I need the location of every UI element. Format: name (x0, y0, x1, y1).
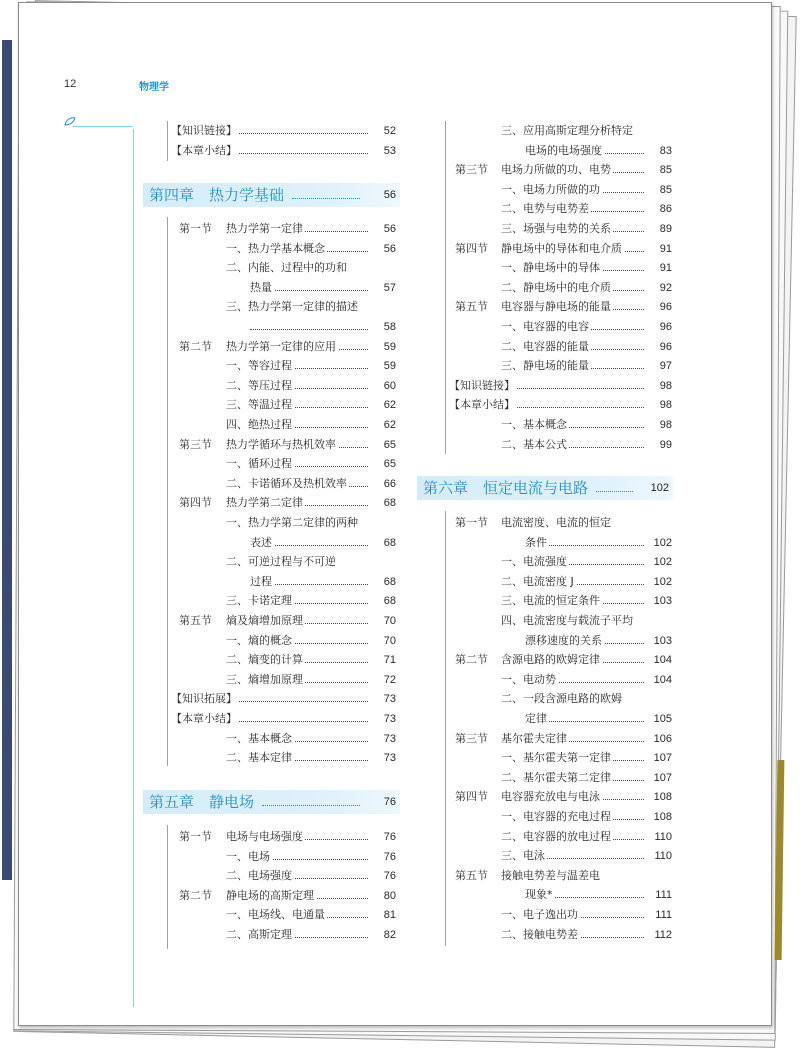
toc-subentry (226, 731, 396, 747)
entry-title: 热力学循环与热机效率 (226, 437, 336, 451)
entry-title: 一、电场线、电通量 (226, 908, 325, 922)
decor-line-horizontal (73, 126, 133, 127)
page-ref: 104 (653, 673, 672, 686)
section-number: 第三节 (179, 437, 212, 451)
toc-subentry (226, 907, 396, 923)
toc-subentry (525, 143, 672, 159)
section-number: 第四节 (455, 241, 488, 255)
toc-subentry (501, 593, 672, 609)
chapter-heading-5 (143, 790, 400, 814)
entry-title: 静电场的高斯定理 (226, 888, 314, 902)
chapter-heading-4 (143, 183, 400, 207)
entry-title: 热力学第一定律 (226, 222, 303, 235)
section-title (226, 495, 396, 511)
page-ref: 76 (383, 870, 396, 883)
page-ref: 110 (654, 850, 672, 863)
entry-title: 二、接触电势差 (501, 927, 578, 941)
entry-title: 电场的电场强度 (525, 143, 602, 157)
page-ref: 91 (659, 242, 672, 255)
page-ref: 89 (659, 223, 672, 235)
page-ref: 68 (383, 536, 396, 549)
entry-title: 一、等容过程 (226, 359, 292, 373)
entry-title: 一、电流强度 (501, 555, 567, 569)
toc-subentry (501, 829, 672, 845)
page-ref: 104 (653, 654, 672, 667)
entry-title: 热力学第二定律 (226, 496, 303, 510)
page-ref: 103 (653, 634, 672, 647)
page-ref: 92 (659, 281, 672, 294)
toc-subentry (501, 280, 672, 296)
section-group-line (445, 121, 446, 454)
page-ref: 105 (653, 713, 672, 725)
entry-title: 熵及熵增加原理 (226, 614, 303, 627)
entry-title: 表述 (250, 535, 272, 549)
entry-title: 一、电场力所做的功 (501, 182, 600, 196)
section-number: 第四节 (179, 496, 212, 510)
entry-title: 二、高斯定理 (226, 928, 292, 941)
toc-subentry (226, 633, 396, 649)
toc-subentry (501, 691, 672, 707)
page-ref: 68 (383, 575, 396, 588)
page-ref: 108 (653, 811, 672, 823)
toc-subentry (250, 535, 396, 551)
toc-extra-entry (171, 123, 396, 139)
toc-subentry (501, 848, 672, 864)
toc-subentry (226, 672, 396, 688)
toc-subentry (501, 927, 672, 943)
section-title (501, 731, 672, 747)
entry-title: 二、熵变的计算 (226, 653, 303, 667)
page-ref: 73 (383, 752, 396, 765)
toc-subentry (501, 770, 672, 786)
page-ref: 53 (383, 144, 396, 157)
entry-title: 二、基本定律 (226, 751, 292, 765)
page-ref: 71 (383, 654, 396, 667)
section-group-line (445, 511, 446, 946)
entry-title: 电场与电场强度 (226, 830, 303, 843)
leaf-ornament-icon (64, 117, 76, 126)
toc-subentry (250, 574, 396, 590)
chapter-number: 第六章 (423, 479, 469, 497)
entry-title: 二、电场强度 (226, 869, 292, 883)
toc-subentry (226, 260, 396, 276)
toc-subentry (501, 672, 672, 688)
entry-title: 三、热力学第一定律的描述 (226, 300, 358, 314)
chapter-title: 静电场 (209, 793, 255, 811)
entry-title: 漂移速度的关系 (525, 633, 602, 647)
toc-extra-entry (171, 143, 396, 159)
entry-title: 【知识链接】 (171, 124, 237, 137)
toc-subentry (501, 123, 672, 139)
dotted-leader (250, 329, 368, 330)
toc-subentry (501, 809, 672, 825)
toc-extra-entry (449, 378, 672, 394)
dotted-leader (292, 198, 360, 199)
section-number: 第二节 (455, 653, 488, 667)
entry-title: 一、热力学第二定律的两种 (226, 516, 358, 529)
toc-subentry (501, 319, 672, 335)
toc-extra-entry (171, 711, 396, 727)
section-title (226, 613, 396, 629)
page-ref: 58 (383, 321, 396, 333)
page-ref: 66 (383, 477, 396, 490)
page-ref: 60 (383, 379, 396, 392)
toc-subentry (226, 849, 396, 865)
page-ref: 99 (659, 438, 672, 451)
section-number: 第三节 (455, 731, 488, 745)
page-ref: 98 (659, 419, 672, 431)
toc-extra-entry (171, 691, 396, 707)
entry-title: 二、基本公式 (501, 437, 567, 451)
section-title (525, 887, 672, 903)
page-ref: 98 (659, 379, 672, 392)
entry-title: 现象* (525, 888, 553, 902)
page-ref: 73 (383, 713, 396, 725)
section-title (501, 868, 672, 884)
section-number: 第五节 (179, 614, 212, 627)
section-number: 第五节 (455, 300, 488, 314)
entry-title: 三、静电场的能量 (501, 359, 589, 373)
entry-title: 接触电势差与温差电 (501, 868, 600, 882)
entry-title: 热量 (250, 280, 272, 294)
toc-subentry (226, 652, 396, 668)
toc-subentry (501, 574, 672, 590)
toc-subentry (226, 750, 396, 766)
chapter-page: 76 (383, 796, 396, 808)
page-ref: 56 (383, 223, 396, 235)
entry-title: 四、绝热过程 (226, 418, 292, 431)
section-title (501, 652, 672, 668)
entry-title: 一、基尔霍夫第一定律 (501, 751, 611, 765)
entry-title: 静电场中的导体和电介质 (501, 241, 622, 255)
entry-title: 一、基本概念 (501, 418, 567, 431)
page-ref: 108 (653, 791, 672, 804)
entry-title: 【知识拓展】 (171, 692, 237, 706)
page-ref: 72 (383, 673, 396, 686)
toc-subentry (226, 241, 396, 257)
toc-subentry (501, 750, 672, 766)
section-title (226, 829, 396, 845)
chapter-title: 恒定电流与电路 (483, 479, 589, 497)
page-ref: 112 (654, 928, 672, 941)
page-ref: 68 (383, 497, 396, 510)
page-ref: 102 (653, 556, 672, 569)
page-ref: 70 (383, 634, 396, 647)
page-ref: 102 (653, 575, 672, 588)
page-ref: 86 (659, 203, 672, 216)
toc-subentry (226, 593, 396, 609)
toc-subentry (501, 907, 672, 923)
section-number: 第二节 (179, 888, 212, 902)
entry-title: 一、电场 (226, 849, 270, 863)
chapter-title: 热力学基础 (209, 186, 285, 204)
page-ref: 96 (659, 340, 672, 353)
toc-subentry (501, 339, 672, 355)
page-ref: 111 (655, 909, 672, 921)
dotted-leader (262, 805, 360, 806)
page-ref: 97 (659, 360, 672, 373)
toc-subentry (501, 358, 672, 374)
toc-subentry (226, 927, 396, 943)
book-page (18, 2, 772, 1026)
page-ref: 68 (383, 595, 396, 608)
page-ref: 82 (383, 929, 396, 941)
page-ref: 107 (653, 752, 672, 765)
toc-subentry (226, 299, 396, 315)
entry-title: 含源电路的欧姆定律 (501, 653, 600, 667)
entry-title: 二、基尔霍夫第二定律 (501, 770, 611, 784)
toc-subentry (501, 221, 672, 237)
page-ref: 76 (383, 831, 396, 843)
toc-subentry (226, 515, 396, 531)
entry-title: 一、循环过程 (226, 457, 292, 471)
entry-title: 一、基本概念 (226, 731, 292, 745)
page-ref: 103 (653, 595, 672, 608)
toc-subentry (226, 868, 396, 884)
section-number: 第四节 (455, 790, 488, 804)
entry-title: 二、可逆过程与不可逆 (226, 555, 336, 569)
page-ref: 73 (383, 732, 396, 745)
section-number: 第三节 (455, 163, 488, 177)
cover-edge-gold (775, 760, 785, 960)
page-ref: 57 (383, 281, 396, 294)
entry-title: 电场力所做的功、电势 (501, 163, 611, 177)
section-group-line (167, 825, 168, 949)
page-ref: 106 (653, 732, 672, 745)
page-ref: 91 (659, 262, 672, 275)
entry-title: 一、电子逸出功 (501, 908, 578, 921)
toc-subentry (226, 417, 396, 433)
section-number: 第一节 (455, 516, 488, 529)
entry-title: 【本章小结】 (449, 398, 515, 412)
entry-title: 过程 (250, 574, 272, 588)
entry-title: 【知识链接】 (449, 378, 515, 392)
page-ref: 96 (659, 301, 672, 314)
entry-title: 二、电容器的能量 (501, 339, 589, 353)
entry-title: 四、电流密度与载流子平均 (501, 614, 633, 627)
section-number: 第五节 (455, 868, 488, 882)
decor-line-vertical (133, 129, 134, 1007)
page-ref: 85 (659, 164, 672, 177)
toc-subentry (501, 417, 672, 433)
page-ref: 80 (383, 889, 396, 902)
page-ref: 98 (659, 399, 672, 412)
section-title (501, 789, 672, 805)
entry-title: 三、卡诺定理 (226, 594, 292, 608)
section-title (501, 515, 672, 531)
toc-subentry (501, 554, 672, 570)
entry-title: 二、静电场中的电介质 (501, 280, 611, 294)
page-ref: 73 (383, 693, 396, 706)
page-ref: 83 (659, 144, 672, 157)
entry-title: 【本章小结】 (171, 712, 237, 725)
page-ref: 81 (383, 909, 396, 922)
toc-subentry (501, 201, 672, 217)
page-ref: 102 (653, 536, 672, 549)
entry-title: 二、卡诺循环及热机效率 (226, 476, 347, 490)
entry-title: 三、电流的恒定条件 (501, 594, 600, 608)
toc-subentry (226, 554, 396, 570)
toc-subentry (501, 613, 672, 629)
toc-subentry (226, 456, 396, 472)
section-group-line (167, 217, 168, 766)
page-ref: 52 (383, 125, 396, 137)
entry-title: 二、等压过程 (226, 378, 292, 392)
toc-extra-entry (449, 397, 672, 413)
entry-title: 一、电动势 (501, 672, 556, 686)
section-title (226, 221, 396, 237)
entry-title: 电容器充放电与电泳 (501, 790, 600, 804)
chapter-heading-6 (417, 476, 673, 500)
chapter-page: 56 (383, 189, 396, 201)
page-ref: 56 (383, 242, 396, 255)
section-title (501, 299, 672, 315)
entry-title: 定律 (525, 712, 547, 725)
toc-subentry (226, 397, 396, 413)
page-number: 12 (64, 78, 77, 90)
section-title (226, 437, 396, 453)
entry-title: 一、热力学基本概念 (226, 241, 325, 255)
chapter-number: 第四章 (149, 186, 195, 204)
toc-subentry (501, 182, 672, 198)
section-title (525, 535, 672, 551)
section-number: 第二节 (179, 339, 212, 353)
page-ref: 85 (659, 183, 672, 196)
page-ref: 111 (655, 889, 672, 902)
entry-title: 一、电容器的电容 (501, 320, 589, 333)
entry-title: 一、熵的概念 (226, 633, 292, 647)
page-ref: 70 (383, 615, 396, 627)
page-ref: 107 (653, 771, 672, 784)
entry-title: 三、熵增加原理 (226, 672, 303, 686)
entry-title: 热力学第一定律的应用 (226, 339, 336, 353)
toc-subentry (501, 437, 672, 453)
entry-title: 电流密度、电流的恒定 (501, 516, 611, 529)
toc-subentry (250, 280, 396, 296)
toc-subentry (501, 260, 672, 276)
section-title (501, 162, 672, 178)
entry-title: 基尔霍夫定律 (501, 731, 567, 745)
entry-title: 条件 (525, 535, 547, 549)
toc-subentry (226, 476, 396, 492)
section-group-line (167, 121, 168, 161)
entry-title: 三、电泳 (501, 849, 545, 863)
page-ref: 62 (383, 399, 396, 412)
entry-title: 二、电势与电势差 (501, 202, 589, 216)
toc-subentry (226, 378, 396, 394)
page-ref: 110 (654, 830, 672, 843)
running-head-title: 物理学 (139, 82, 169, 93)
chapter-page: 102 (650, 482, 669, 494)
entry-title: 一、静电场中的导体 (501, 261, 600, 275)
cover-edge (2, 40, 12, 880)
entry-title: 电容器与静电场的能量 (501, 300, 611, 314)
section-number: 第一节 (179, 830, 212, 843)
dotted-leader (596, 491, 633, 492)
toc-subentry (525, 711, 672, 727)
section-number: 第一节 (179, 222, 212, 235)
entry-title: 二、内能、过程中的功和 (226, 261, 347, 275)
toc-subentry (525, 633, 672, 649)
entry-title: 二、电容器的放电过程 (501, 829, 611, 843)
toc-subentry (226, 358, 396, 374)
section-title (226, 888, 396, 904)
page-ref: 65 (383, 458, 396, 471)
entry-title: 【本章小结】 (171, 143, 237, 157)
entry-title: 二、电流密度 J (501, 574, 574, 588)
section-title (501, 241, 672, 257)
entry-title: 三、应用高斯定理分析特定 (501, 124, 633, 137)
entry-title: 三、场强与电势的关系 (501, 222, 611, 235)
page-ref: 65 (383, 438, 396, 451)
page-ref: 76 (383, 850, 396, 863)
page-ref: 59 (383, 340, 396, 353)
toc-subentry (250, 319, 396, 335)
chapter-number: 第五章 (149, 793, 195, 811)
page-ref: 62 (383, 419, 396, 431)
page-ref: 59 (383, 360, 396, 373)
entry-title: 一、电容器的充电过程 (501, 810, 611, 823)
page-ref: 96 (659, 321, 672, 333)
section-title (226, 339, 396, 355)
entry-title: 二、一段含源电路的欧姆 (501, 692, 622, 706)
entry-title: 三、等温过程 (226, 398, 292, 412)
